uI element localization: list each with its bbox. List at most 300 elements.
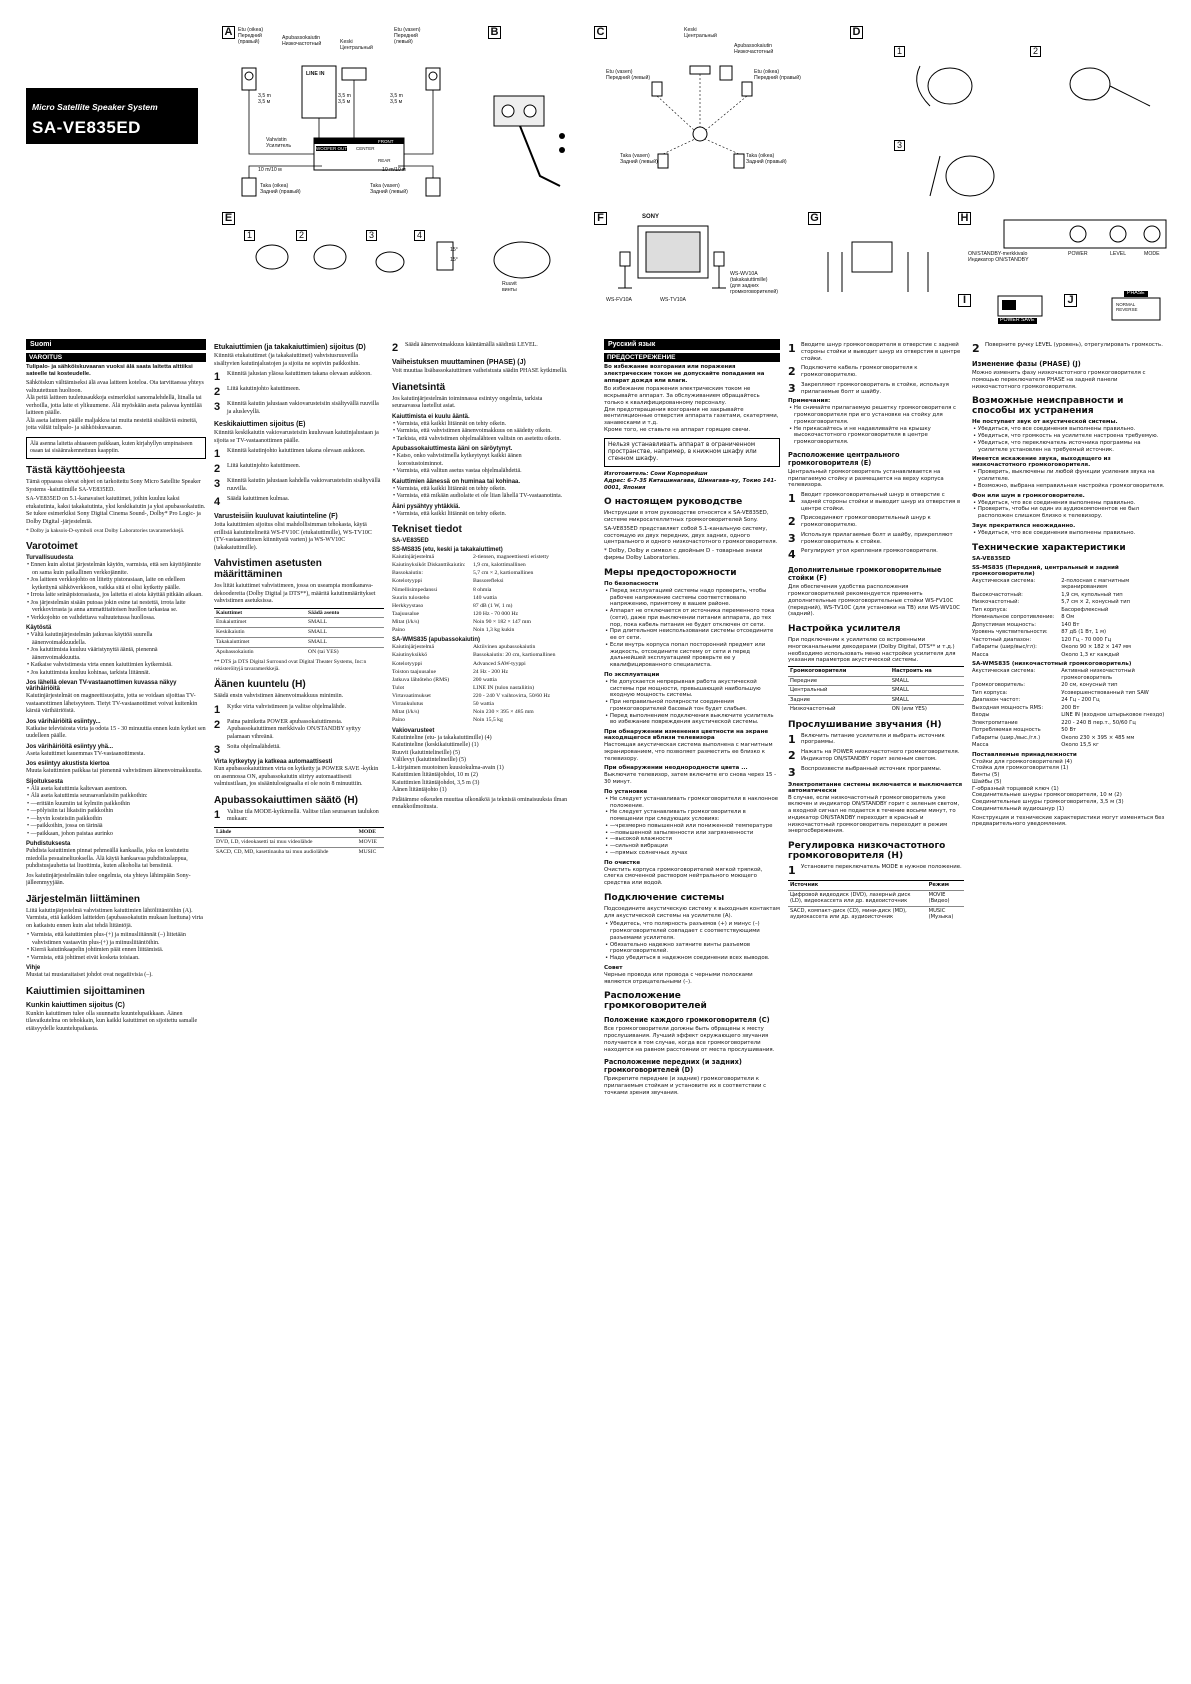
section-heading: Подключение системы [604, 892, 725, 903]
subheading: Фон или шум в громкоговорителе. [972, 492, 1085, 499]
spec-value: 220 - 240 V vaihtovirta, 50/60 Hz [472, 693, 550, 699]
spec-row [392, 709, 568, 716]
paragraph: Muuta kaiuttimien paikkaa tai pienennä vahvistimen äänenvoimakkuutta. [26, 768, 203, 775]
paragraph: При подключении к усилителю со встроенными многоканальными декодерами (Dolby Digital, DTS** и т.д.) необходимо использовать меню настройки усилителя для указания параметров акустической системы. [788, 637, 956, 664]
wiring-diagram [222, 26, 462, 206]
spec-row [392, 644, 568, 651]
list-item: • Убедиться, что переключатель источника программы на усилителе установлен на требуемый источник. [972, 440, 1166, 454]
spec-key: Herkkyystaso [392, 602, 424, 609]
spec-value: 120 Гц - 70 000 Гц [1061, 636, 1112, 643]
spec-row [972, 599, 1166, 606]
spec-row [392, 627, 568, 634]
paragraph: Säädä ensin vahvistimen äänenvoimakkuus minimiin. [214, 693, 344, 700]
spec-value: 200 Вт [1061, 704, 1080, 711]
caption-ws-wv10a: WS-WV10A (takakaiuttimille) (для задних громкоговорителей) [730, 271, 779, 295]
spec-value: LINE IN (входное штырьковое гнездо) [1061, 712, 1165, 718]
paragraph: Jos kaiutinjärjestelmään tulee ongelmia, ota yhteys lähimpään Sony-jälleenmyyjään. [26, 872, 191, 887]
figure-panel-d [850, 26, 1170, 206]
caption-normal-reverse: NORMAL REVERSE [1116, 302, 1138, 313]
spec-value: 2-tiensen, magneettisesti eristetty [472, 554, 549, 560]
spec-value: 200 wattia [472, 676, 497, 683]
step: 1 Установите переключатель MODE в нужное положение. [788, 864, 962, 877]
model-heading: SA-VE835ED [392, 538, 429, 544]
spec-value: LINE IN (tulon nastaliitin) [472, 684, 535, 691]
spec-key: Virtavaatimukset [392, 693, 431, 699]
subheading: Jos värihäiriöitä esiintyy... [26, 718, 101, 725]
list-item: • Если внутрь корпуса попал посторонний предмет или жидкость, отсоедините систему от сети и перед дальнейшей эксплуатацией проверьте ее у квалифицированного специалиста. [604, 642, 780, 669]
installation-note: Нельзя устанавливать аппарат в ограниченном пространстве, например, в книжном шкафу или стенном шкафу. [604, 438, 780, 468]
panel-label-h: H [958, 212, 971, 225]
list-item: • Varmista, että kaikki liitännät on tehty oikein. [392, 421, 568, 429]
caption-rear-left: Taka (vasen) Задний (левый) [370, 183, 408, 195]
spec-key: Tulot [392, 684, 405, 691]
panel-label-g: G [808, 212, 821, 225]
trouble-list [972, 469, 1166, 489]
trouble-list [392, 453, 568, 476]
spec-value: Около 15,5 кг [1061, 742, 1099, 748]
spec-row [972, 644, 1166, 651]
caption-length-4: 10 m/10 м [258, 167, 282, 173]
subheading: Примечания: [788, 398, 831, 405]
spec-row [972, 637, 1166, 644]
spec-value: Noin 90 × 182 × 147 mm [472, 619, 531, 625]
figure-panel-g [808, 212, 948, 312]
spec-value: 5,7 cm × 2, kartiomallinen [472, 570, 534, 577]
spec-value: 50 wattia [472, 701, 494, 708]
step: 2 Liitä kaiutinjohto kaiuttimeen. [214, 463, 301, 475]
paragraph: Aseta kaiuttimet kauemmas TV-vastaanottimesta. [26, 750, 145, 757]
trouble-list [392, 511, 568, 519]
spec-key: Mitat (l/k/s) [392, 619, 420, 625]
figure-panel-i [958, 290, 1058, 326]
safety-list [26, 562, 206, 622]
caption-length-3: 3,5 m 3,5 м [390, 93, 403, 105]
list-item: • Не прикасайтесь и не надавливайте на крышку высокочастотного громкоговорителя в центре громкоговорителя. [788, 426, 964, 446]
caption-line-in: LINE IN [306, 71, 325, 77]
speaker-settings-table: Громкоговорители Настроить на Передние SMALL Центральный SMALL Задние SMALL Низкочастотный ON (или YES) [788, 666, 964, 714]
title-box [26, 88, 198, 144]
table-row: Takakaiuttimet SMALL [214, 638, 384, 648]
spec-value: 5,7 см × 2, конусный тип [1061, 599, 1131, 605]
list-item: • Не следует устанавливать громкоговорители в наклонное положение. [604, 796, 780, 810]
warning-text: Sähköiskun välttämiseksi älä avaa laitteen koteloa. Ota tarvittaessa yhteys valtuutettuun huoltoon. Älä peitä laitteen tuuletusaukkoja esimerkiksi sanomalehdellä, liinalla tai verhoilla, jotta laite ei ylikuumene. Älä myöskään aseta palavaa kynttilää laitteen päälle. Älä aseta laitteen päälle maljakkoa tai muita nesteitä sisältäviä esineitä, jotta vältät tulipalo- ja sähköiskuvaaran. [26, 380, 204, 432]
spec-key: Диапазон частот: [972, 697, 1021, 703]
spec-key: Частотный диапазон: [972, 636, 1032, 643]
spec-value: 24 Hz - 200 Hz [472, 668, 509, 675]
list-item: • Перед выполнением подключения выключите усилитель во избежание повреждения акустической системы. [604, 713, 780, 727]
spec-value: Advanced SAW-tyyppi [472, 660, 526, 667]
caption-on-standby-indicator: ON/STANDBY-merkkivalo Индикатор ON/STANDBY [968, 251, 1029, 263]
model-heading: SA-WMS835 (apubassokaiutin) [392, 637, 481, 644]
stand-assembly-illustration [850, 26, 1170, 206]
spec-row [392, 685, 568, 692]
spec-value: 140 wattia [472, 594, 497, 601]
sony-logo: SONY [642, 214, 660, 220]
list-item: • Перед эксплуатацией системы надо проверить, чтобы рабочее напряжение системы соответствовало напряжению, принятому в вашем районе. [604, 588, 780, 608]
center-mount-illustration [222, 212, 582, 302]
step: 3 Закрепляют громкоговоритель в стойке, используя прилагаемые болт и шайбу. [788, 381, 949, 395]
panel-label-e: E [222, 212, 235, 225]
table-row: Центральный SMALL [788, 686, 964, 696]
subheading: Звук прекратился неожиданно. [972, 522, 1076, 529]
subheading: Käytöstä [26, 625, 52, 632]
spec-key: Virrankulutus [392, 701, 424, 708]
paragraph: Kaiutinjärjestelmät on magneettisuojattu, jotta se voidaan sijoittaa TV-vastaanottimen läheisyyteen. Tietyt TV-vastaanottimet voivat kuitenkin kärsiä värihäiriöistä. [26, 693, 198, 715]
paragraph: Kunkin kaiuttimen tulee olla suunnattu kuuntelupaikkaan. Äänen tilavaikutelma on tehokkain, kun kaikki kaiuttimet on sijoitettu samalle etäisyydelle kuuntelupaikasta. [26, 1010, 198, 1032]
paragraph: Jos liität kaiuttimet vahvistimeen, jossa on useampia monikanava-dekoodereita (Dolby Digital ja DTS**), määritä kaiutinmääritykset vahvistimen asetuksissa. [214, 583, 376, 604]
spec-row [392, 595, 568, 602]
paragraph: Выключите телевизор, затем включите его снова через 15 - 30 минут. [604, 772, 777, 786]
paragraph: Центральный громкоговоритель устанавливается на прилагаемую стойку и размещается на верху корпуса телевизора. [788, 468, 944, 489]
spec-value: Aktiivinen apubassokaiutin [472, 644, 536, 651]
spec-value: 24 Гц - 200 Гц [1061, 697, 1100, 703]
list-item: • Varmista, että kaiuttimien plus-(+) ja miinusliitännät (–) liitetään vahvistimen vastaaviin plus-(+) ja miinusliitäntöihin. [26, 932, 206, 947]
mode-table: Lähde MODE DVD, LD, videokasetti tai muu videolähde MOVIE SACD, CD, MD, kasettinauha tai muu audiolähde MUSIC [214, 827, 384, 857]
table-row: Передние SMALL [788, 676, 964, 686]
step: 3 Kiinnitä kaiutin jalustaan kahdella vakiovarusteisiin sisältyvällä ruuvilla. [214, 478, 381, 492]
section-heading: Kaiuttimien sijoittaminen [26, 985, 145, 997]
list-item: • Tarkista, että vahvistimen ohjelmalähteen valitsin on asetettu oikein. [392, 436, 568, 444]
paragraph: Pidätämme oikeuden muuttaa ulkonäköä ja teknisiä ominaisuuksia ilman ennakkoilmoitusta. [392, 796, 568, 810]
list-item: • Обязательно надежно затяните винты разъемов громкоговорителей. [604, 942, 780, 956]
caption-angle-2: 15° [450, 257, 458, 263]
section-heading: Настройка усилителя [788, 624, 901, 634]
caption-power-save: POWER SAVE [1000, 317, 1035, 323]
warning-text: Во избежание поражения электрическим током не вскрывайте аппарат. За обслуживанием обращайтесь только к квалифицированному персоналу. Для предотвращения возгорания не закрывайте вентиляционные отверстия аппарата газетами, скатертями, занавесками и т.д. Кроме того, не ставьте на аппарат горящие свечи. [604, 386, 779, 433]
caption-ws-tv10a: WS-TV10A [660, 297, 686, 303]
warning-bold: Tulipalo- ja sähköiskuvaaran vuoksi älä saata laitetta alttiiksi sateelle tai kosteudelle. [26, 364, 193, 378]
spec-key: Громкоговоритель: [972, 682, 1025, 688]
step-label-e3: 3 [366, 230, 377, 241]
subheading: Электропитание системы включается и выключается автоматически [788, 781, 963, 794]
spec-value: 20 см, конусный тип [1061, 682, 1118, 688]
section-heading: Vianetsintä [392, 381, 446, 393]
spec-value: Активный низкочастотный громкоговоритель [1061, 668, 1135, 681]
spec-key: Акустическая система: [972, 577, 1036, 584]
list-item: • Vältä kaiutinjärjestelmän jatkuvaa käyttöä suurella äänenvoimakkuudella. [26, 632, 206, 647]
spec-row [972, 697, 1166, 704]
paragraph: Katkaise televisiosta virta ja odota 15 - 30 minuuttia ennen kuin kytket sen uudelleen päälle. [26, 725, 206, 740]
table-row: Низкочастотный ON (или YES) [788, 705, 964, 714]
spec-list [972, 578, 1166, 659]
caption-mode: MODE [1144, 251, 1160, 257]
paragraph: Конструкция и технические характеристики могут изменяться без предварительного уведомления. [972, 814, 1165, 828]
paragraph: Kun apubassokaiuttimen virta on kytketty ja POWER SAVE -kytkin on asennossa ON, apubassokaiutin siirtyy automaattisesti valmiustilaan, jos sisääntulosignaalia ei ole noin 8 minuuttiin. [214, 766, 379, 788]
list-item: • Убедиться, что все соединения выполнены правильно. [972, 426, 1166, 433]
paragraph: SA-VE835ED представляет собой 5.1-канальную систему, состоящую из двух передних, двух задних, одного центрального и одного низкочастотного громкоговорителя. [604, 525, 778, 546]
room-layout-illustration [808, 212, 948, 312]
spec-key: Kotelotyyppi [392, 660, 423, 667]
list-item: • Irrota laite seinäpistorasiasta, jos laitetta ei aiota käyttää pitkään aikaan. [26, 592, 206, 600]
spec-row [392, 661, 568, 668]
figure-panel-e [222, 212, 582, 302]
spec-row [972, 727, 1166, 734]
subsection-heading: Kunkin kaiuttimen sijoitus (C) [26, 1001, 125, 1009]
spec-key: Kaiutinjärjestelmä [392, 554, 435, 560]
subheading: Vakiovarusteet [392, 727, 435, 734]
subheading: При обнаружении неоднородности цвета ... [604, 765, 748, 772]
paragraph: Подсоедините акустическую систему к выходным контактам для акустической системы на усилителе (A). [604, 905, 780, 919]
spec-value: 87 дБ (1 Вт, 1 м) [1061, 629, 1107, 635]
spec-key: Уровень чувствительности: [972, 629, 1048, 635]
caption-front-right: Etu (oikea) Передний (правый) [238, 27, 264, 45]
fi-column-3 [392, 339, 568, 1669]
spec-value: Noin 230 × 395 × 485 mm [472, 709, 534, 716]
subheading: Turvallisuudesta [26, 555, 74, 562]
spec-value: Басорефлексный [1061, 606, 1109, 613]
accessories-list: Стойки для громкоговорителей (4) Стойка для громкоговорителя (1) Винты (5) Шайбы (5) Г-образный торцевой ключ (1) Соединительные шнуры громкоговорителя, 10 м (2) Соединительные шнуры громкоговорителя, 3,5 м (3) Соединительный аудиошнур (1) [972, 758, 1124, 812]
caption-center: Keski Центральный [684, 27, 717, 39]
list-item: • При неправильной полярности соединения громкоговорителей басовый тон будет слабым. [604, 699, 780, 713]
table-row: SACD, CD, MD, kasettinauha tai muu audiolähde MUSIC [214, 847, 384, 856]
caption-level: LEVEL [1110, 251, 1127, 257]
spec-row [392, 554, 568, 561]
figure-panel-j [1064, 290, 1170, 326]
caption-screws: Ruuvit винты [502, 281, 517, 293]
list-item: • Проверить, выключены ли любой функции усиления звука на усилителе. [972, 469, 1166, 483]
spec-key: Допустимая мощность: [972, 621, 1037, 628]
panel-label-c: C [594, 26, 607, 39]
list-item: • —erittäin kuumiin tai kylmiin paikkoihin [26, 801, 206, 809]
spec-key: Входы [972, 712, 990, 718]
figure-panel-h [958, 212, 1170, 282]
paragraph: Jotta kaiuttimien sijoitus olisi mahdollisimman tehokasta, käytä erillisiä kaiutintelineitä WS-FV10C (etukaiuttimille), WS-TV10C (TV-vastaanottimen kiinnitystä varten) ja WS-WV10C (takakaiuttimille). [214, 522, 372, 551]
list-item: • Ennen kuin aloitat järjestelmän käytön, varmista, että sen käyttöjännite on sama kuin paikallinen verkkojännite. [26, 562, 206, 577]
spec-key: Kaiutinyksiköt Diskanttikaiutin: [392, 562, 466, 569]
footnote: * Dolby ja kaksois-D-symboli ovat Dolby Laboratories tavaramerkkejä. [26, 528, 185, 535]
section-heading: Технические характеристики [972, 542, 1126, 553]
spec-row [972, 578, 1166, 591]
list-item: • Jos laitteen verkkojohto on liitetty pistorasiaan, laite on edelleen kytkettynä sähköverkkoon, vaikka sitä ei olisi kytketty päälle. [26, 577, 206, 592]
subheading: Sijoituksesta [26, 778, 64, 785]
spec-value: 8 Ом [1061, 614, 1075, 620]
caption-front-right: Etu (oikea) Передний (правый) [754, 69, 801, 81]
section-heading: Меры предосторожности [604, 567, 737, 578]
spec-value: Около 90 × 182 × 147 мм [1061, 644, 1131, 650]
subsection-heading: Vaiheistuksen muuttaminen (PHASE) (J) [392, 359, 526, 366]
spec-value: Bassokaiutin: 20 cm, kartiomallinen [472, 652, 556, 659]
section-heading: Tekniset tiedot [392, 524, 462, 535]
spec-row [972, 712, 1166, 719]
caption-center: Keski Центральный [340, 39, 373, 51]
footnote: * Dolby, Dolby и символ с двойным D - товарные знаки фирмы Dolby Laboratories. [604, 548, 763, 562]
section-heading: Vahvistimen asetusten määrittäminen [214, 558, 322, 580]
list-item: • —paikkoihin, jossa on tärinää [26, 823, 206, 831]
spec-value: Noin 15,5 kg [472, 717, 503, 724]
list-item: • Verkkojohto on vaihdettava valtuutetussa huollossa. [26, 615, 206, 623]
installation-note: Älä asenna laitetta ahtaaseen paikkaan, kuten kirjahyllyn umpinaiseen osaan tai sisäänrakennettuun kaappiin. [26, 437, 206, 459]
list-item: • Убедиться, что громкость на усилителе настроена требуемую. [972, 433, 1166, 440]
subsection-heading: Положение каждого громкоговорителя (C) [604, 1016, 770, 1025]
ru-column-2 [788, 339, 964, 1669]
step: 4 Регулируют угол крепления громкоговорителя. [788, 548, 938, 562]
spec-key: Тип корпуса: [972, 689, 1008, 696]
placement-list [26, 786, 206, 839]
spec-key: Kaiutinjärjestelmä [392, 644, 435, 651]
caption-center-terminal: CENTER [356, 146, 375, 151]
caption-front-left: Etu (vasen) Передний (левый) [606, 69, 651, 81]
step: 1 Вводите шнур громкоговорителя в отверстие с задней стороны стойки и выводит шнур из отверстия в центре стойки. [788, 342, 961, 362]
spec-key: Kotelotyyppi [392, 578, 423, 585]
subheading: Kaiuttimien äänessä on huminaa tai kohinaa. [392, 478, 521, 485]
section-heading: Прослушивание звучания (H) [788, 719, 942, 730]
spec-key: Электропитание [972, 719, 1018, 726]
subheading: Jos värihäiriöitä esiintyy yhä... [26, 743, 114, 750]
subheading: Совет [604, 964, 623, 971]
subheading: Kaiuttimista ei kuulu ääntä. [392, 413, 470, 420]
spec-key: Nimellisimpedanssi [392, 586, 438, 593]
step: 3 Kiinnitä kaiutin jalustaan vakiovarusteisiin sisältyvällä ruuvilla ja aluslevyllä. [214, 401, 379, 415]
list-item: • Убедитесь, что полярность разъемов (+) и минус (–) громкоговорителей совпадает с соответствующими разъемами усилителя. [604, 921, 780, 941]
list-item: • Не следует устанавливать громкоговорители в помещении при следующих условиях: [604, 809, 780, 823]
paragraph: Прикрепите передние (и задние) громкоговорители к прилагаемым стойкам и установите их в соответствии с точками зрения звучания. [604, 1076, 767, 1096]
table-row: DVD, LD, videokasetti tai muu videolähde MOVIE [214, 837, 384, 847]
list-item: • Проверить, чтобы ни один из аудиокомпонентов не был расположен слишком близко к телевизору. [972, 506, 1166, 520]
subheading: По очистке [604, 859, 641, 866]
fi-column-2 [214, 339, 384, 1669]
table-row: SACD, компакт-диск (CD), мини-диск (MD), аудиокассета или др. аудиоисточник MUSIC (Музыка) [788, 906, 964, 922]
footnote: ** DTS ja DTS Digital Surround ovat Digital Theater Systems, Inc:n rekisteröityjä tavaramerkkejä. [214, 659, 367, 673]
list-item: • Jos järjestelmän sisään putoaa jokin esine tai nestettä, irrota laite verkkovirrasta ja anna ammattitaitoisen huollon tarkastaa se. [26, 600, 206, 615]
spec-key: Mitat (l/k/s) [392, 709, 420, 716]
paragraph: Liitä kaiutinjärjestelmä vahvistimen kaiuttimien lähtöliitäntöihin (A). Varmista, että kaikkien laitteiden (apubassokaiutin mukaan luettuna) virta on katkaistu ennen kuin alat tehdä liitäntöjä. [26, 907, 203, 929]
use-list [604, 679, 780, 726]
spec-value: 1,9 см, купольный тип [1061, 591, 1123, 598]
list-item: • Varmista, että mikään audiolaite ei ole liian lähellä TV-vastaanotinta. [392, 493, 568, 501]
paragraph: Kiinnitä keskikaiutin vakiovarusteisiin kuuluvaan kaiutinjalustaan ja sijoita se TV-vastaanottimen päälle. [214, 430, 379, 444]
table-row: Задние SMALL [788, 695, 964, 705]
spec-key: Taajuusalue [392, 610, 420, 617]
list-item: • Убедиться, что все соединения выполнены правильно. [972, 500, 1166, 507]
spec-value: 2-полосная с магнитным экранированием [1061, 577, 1130, 590]
spec-row [972, 629, 1166, 636]
step: 2 Нажать на POWER низкочастотного громкоговорителя. Индикатор ON/STANDBY горит зеленым светом. [788, 749, 960, 762]
subsection-heading: Keskikaiuttimen sijoitus (E) [214, 421, 306, 428]
step-label-d3: 3 [894, 140, 905, 151]
subheading: Поставляемые принадлежности [972, 751, 1077, 758]
trouble-list [392, 486, 568, 501]
list-item: • Jos kaiuttimista kuuluu vääristynyttä ääntä, pienennä äänenvoimakkuutta. [26, 647, 206, 662]
section-heading: Varotoimet [26, 541, 78, 553]
paragraph: Kiinnitä etukaiuttimet (ja takakaiuttimet) vahvistusruuveilla sisältyvien kaiutinjalustojen ja sijoita ne sopiviin paikkoihin. [214, 353, 360, 367]
spec-key: Bassokaiutin: [392, 570, 423, 577]
caption-subwoofer: Apubassokaiutin Низкочастотный [734, 43, 774, 55]
language-bar-fi: Suomi [26, 339, 206, 350]
caption-rear-right: Taka (oikea) Задний (правый) [746, 153, 787, 165]
table-row: Apubassokaiutin ON (tai YES) [214, 648, 384, 657]
step: 1 Kytke virta vahvistimeen ja valitse ohjelmalähde. [214, 703, 346, 716]
step: 3 Soita ohjelmalähdettä. [214, 744, 281, 757]
list-item: • —hyvin kosteisiin paikkoihin [26, 816, 206, 824]
list-item: • Надо убедиться в надежном соединении всех выводов. [604, 955, 780, 962]
step: 4 Säädä kaiuttimen kulmaa. [214, 496, 290, 508]
spec-key: Paino [392, 717, 405, 724]
section-heading: Регулировка низкочастотного громкоговорителя (H) [788, 841, 946, 861]
subheading: Jos esiintyy akustista kiertoa [26, 761, 110, 768]
paragraph: SA-VE835ED on 5.1-kanavaiset kaiuttimet, joihin kuuluu kaksi etukaiutinta, kaksi takakaiutinta, yksi keskikaiutin ja yksi apubassokaiutin. Se tukee esimerkiksi Sony Digital Cinema Sound-, Dolby* Pro Logic- ja Dolby Digital -järjestelmiä. [26, 496, 206, 525]
model-heading: SA-VE835ED [972, 555, 1011, 562]
spec-row [392, 578, 568, 585]
list-item: • При длительном неиспользовании системы отсоедините ее от сети. [604, 628, 780, 642]
step: 1 Вводит громкоговорительный шнур в отверстие с задней стороны стойки и выводит шнур из отверстия в центре стойки. [788, 492, 961, 512]
list-item: • Аппарат не отключается от источника переменного тока (сети), даже при выключении питания аппарата, до тех пор, пока кабель питания не будет отключен от сети. [604, 608, 780, 628]
paragraph: Инструкции в этом руководстве относятся к SA-VE835ED, системе микросателлитных громкоговорителей Sony. [604, 510, 769, 524]
list-item: • Возможно, выбрана неправильная настройка громкоговорителя. [972, 483, 1166, 490]
spec-row [392, 562, 568, 569]
figure-panel-c [594, 26, 804, 196]
step: 3 Воспроизвести выбранный источник программы. [788, 765, 942, 779]
step: 1 Kiinnitä kaiutinjohto kaiuttimen takana olevaan aukkoon. [214, 448, 366, 460]
list-item: • —paikkaan, johon paistaa aurinko [26, 831, 206, 839]
trouble-list [392, 421, 568, 444]
list-item: • Varmista, että valitun asetus vastaa ohjelmalähdettä. [392, 468, 568, 476]
spec-row [392, 570, 568, 577]
placement-list [604, 796, 780, 857]
product-subtitle: Micro Satellite Speaker System [32, 102, 158, 112]
trouble-list [972, 500, 1166, 520]
caption-rear-right: Taka (oikea) Задний (правый) [260, 183, 301, 195]
caption-rear-terminal: REAR [378, 158, 391, 163]
list-item: • —pölyisiin tai likaisiin paikkoihin [26, 808, 206, 816]
panel-label-i: I [958, 294, 971, 307]
spec-list [972, 668, 1166, 749]
spec-row [392, 611, 568, 618]
list-item: • Kierrä kaiutinkaapelin johtimien päät ennen liittämistä. [26, 947, 206, 955]
paragraph: Для обеспечения удобства расположения громкоговорителей рекомендуется применять дополнительные громкоговорительные стойки WS-FV10C (передний), WS-TV10C (для установки на ТВ) или WS-WV10C (задний). [788, 584, 960, 618]
spec-key: Габариты (шир/выс/гл): [972, 644, 1037, 650]
caption-subwoofer: Apubassokaiutin Низкочастотный [282, 35, 322, 47]
spec-row [972, 735, 1166, 742]
spec-value: Усовершенствованный тип SAW [1061, 689, 1149, 696]
spec-value: Около 1,3 кг каждый [1061, 651, 1120, 658]
caption-power: POWER [1068, 251, 1088, 257]
spec-value: 220 - 240 В пер.т., 50/60 Гц [1061, 719, 1136, 726]
trouble-list [972, 530, 1166, 537]
list-item: • Не снимайте прилагаемую решетку громкоговорителя с громкоговорителя при его установке на стойку для громкоговорителя. [788, 405, 964, 425]
spec-key: Масса [972, 742, 989, 748]
spec-row [392, 669, 568, 676]
list-item: • Katkaise vahvistimesta virta ennen kaiuttimien kytkemistä. [26, 662, 206, 670]
spec-value: 87 dB (1 W, 1 m) [472, 602, 513, 609]
spec-value: 8 ohmia [472, 586, 492, 593]
paragraph: Очистить корпуса громкоговорителей мягкой тряпкой, слегка смоченной раствором нейтрального моющего средства или водой. [604, 866, 763, 887]
model-heading: SS-MS835 (Передний, центральный и задний громкоговорители) [972, 564, 1119, 577]
subsection-heading: Расположение центрального громкоговорителя (E) [788, 450, 900, 467]
spec-key: Потребляемая мощность [972, 727, 1041, 733]
notes-list [788, 405, 964, 446]
panel-label-j: J [1064, 294, 1077, 307]
step: 3 Используя прилагаемые болт и шайбу, прикрепляют громкоговоритель к стойке. [788, 531, 953, 545]
fi-column-1 [26, 339, 206, 1669]
spec-list [392, 644, 568, 724]
spec-key: Масса [972, 651, 989, 658]
list-item: • Älä aseta kaiuttimia seuraavanlaisiin paikkoihin: [26, 793, 206, 801]
section-heading: Apubassokaiuttimen säätö (H) [214, 794, 358, 806]
caption-angle-1: 15° [450, 247, 458, 253]
mode-table: Источник Режим Цифровой видеодиск (DVD), лазерный диск (LD), видеокассета или др. видеоисточник MOVIE (Видео) SACD, компакт-диск (CD), мини-диск (MD), аудиокассета или др. аудиоисточник MUSIC (Музыка) [788, 880, 964, 922]
panel-label-d: D [850, 26, 863, 39]
model-title: SA-VE835ED [32, 118, 141, 137]
spec-list [392, 554, 568, 634]
subheading: Vihje [26, 965, 41, 972]
spec-row [392, 619, 568, 626]
spec-row [392, 677, 568, 684]
paragraph: Tämä oppaassa olevat ohjeet on tarkoitettu Sony Micro Satellite Speaker Systems -kaiuttimille SA-VE835ED. [26, 479, 201, 493]
caption-length-2: 3,5 m 3,5 м [338, 93, 351, 105]
subheading: Ääni pysähtyy yhtäkkiä. [392, 503, 461, 510]
list-item: • Katso, onko vahvistimella kytkeytynyt kaikki äänen korostustoiminnot. [392, 453, 568, 468]
paragraph: Настоящая акустическая система выполнена с магнитным экранированием, что позволяет разместить ее близко к телевизору. [604, 742, 773, 762]
